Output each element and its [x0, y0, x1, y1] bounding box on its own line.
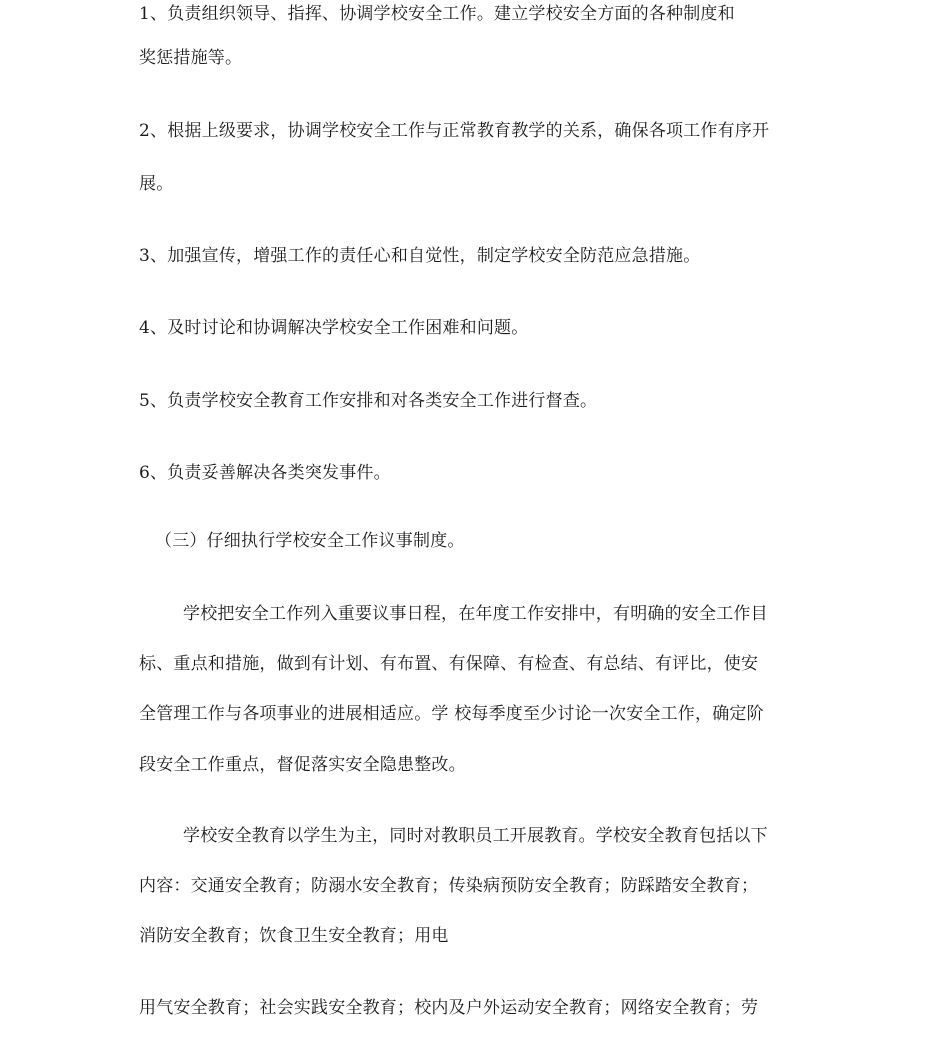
paragraph-1-line-1: 学校把安全工作列入重要议事日程，在年度工作安排中，有明确的安全工作目	[183, 604, 768, 624]
item-2-line-2: 展。	[139, 174, 174, 194]
paragraph-2-line-1: 学校安全教育以学生为主，同时对教职员工开展教育。学校安全教育包括以下	[183, 826, 768, 846]
paragraph-1-line-4: 段安全工作重点，督促落实安全隐患整改。	[139, 755, 466, 775]
item-3-line-1: 3、加强宣传，增强工作的责任心和自觉性，制定学校安全防范应急措施。	[139, 246, 701, 266]
paragraph-3-line-1: 用气安全教育；社会实践安全教育；校内及户外运动安全教育；网络安全教育；劳	[139, 998, 759, 1018]
item-6-line-1: 6、负责妥善解决各类突发事件。	[139, 463, 391, 483]
paragraph-2-line-2: 内容：交通安全教育；防溺水安全教育；传染病预防安全教育；防踩踏安全教育；	[139, 876, 759, 896]
paragraph-1-line-2: 标、重点和措施，做到有计划、有布置、有保障、有检查、有总结、有评比，使安	[139, 654, 759, 674]
paragraph-2-line-3: 消防安全教育；饮食卫生安全教育；用电	[139, 926, 449, 946]
item-4-line-1: 4、及时讨论和协调解决学校安全工作困难和问题。	[139, 318, 529, 338]
item-1-line-2: 奖惩措施等。	[139, 48, 243, 68]
paragraph-1-line-3: 全管理工作与各项事业的进展相适应。学 校每季度至少讨论一次安全工作，确定阶	[139, 704, 764, 724]
section-heading: （三）仔细执行学校安全工作议事制度。	[155, 531, 465, 551]
item-5-line-1: 5、负责学校安全教育工作安排和对各类安全工作进行督查。	[139, 391, 598, 411]
item-2-line-1: 2、根据上级要求，协调学校安全工作与正常教育教学的关系，确保各项工作有序开	[139, 121, 770, 141]
item-1-line-1: 1、负责组织领导、指挥、协调学校安全工作。建立学校安全方面的各种制度和	[139, 4, 735, 24]
